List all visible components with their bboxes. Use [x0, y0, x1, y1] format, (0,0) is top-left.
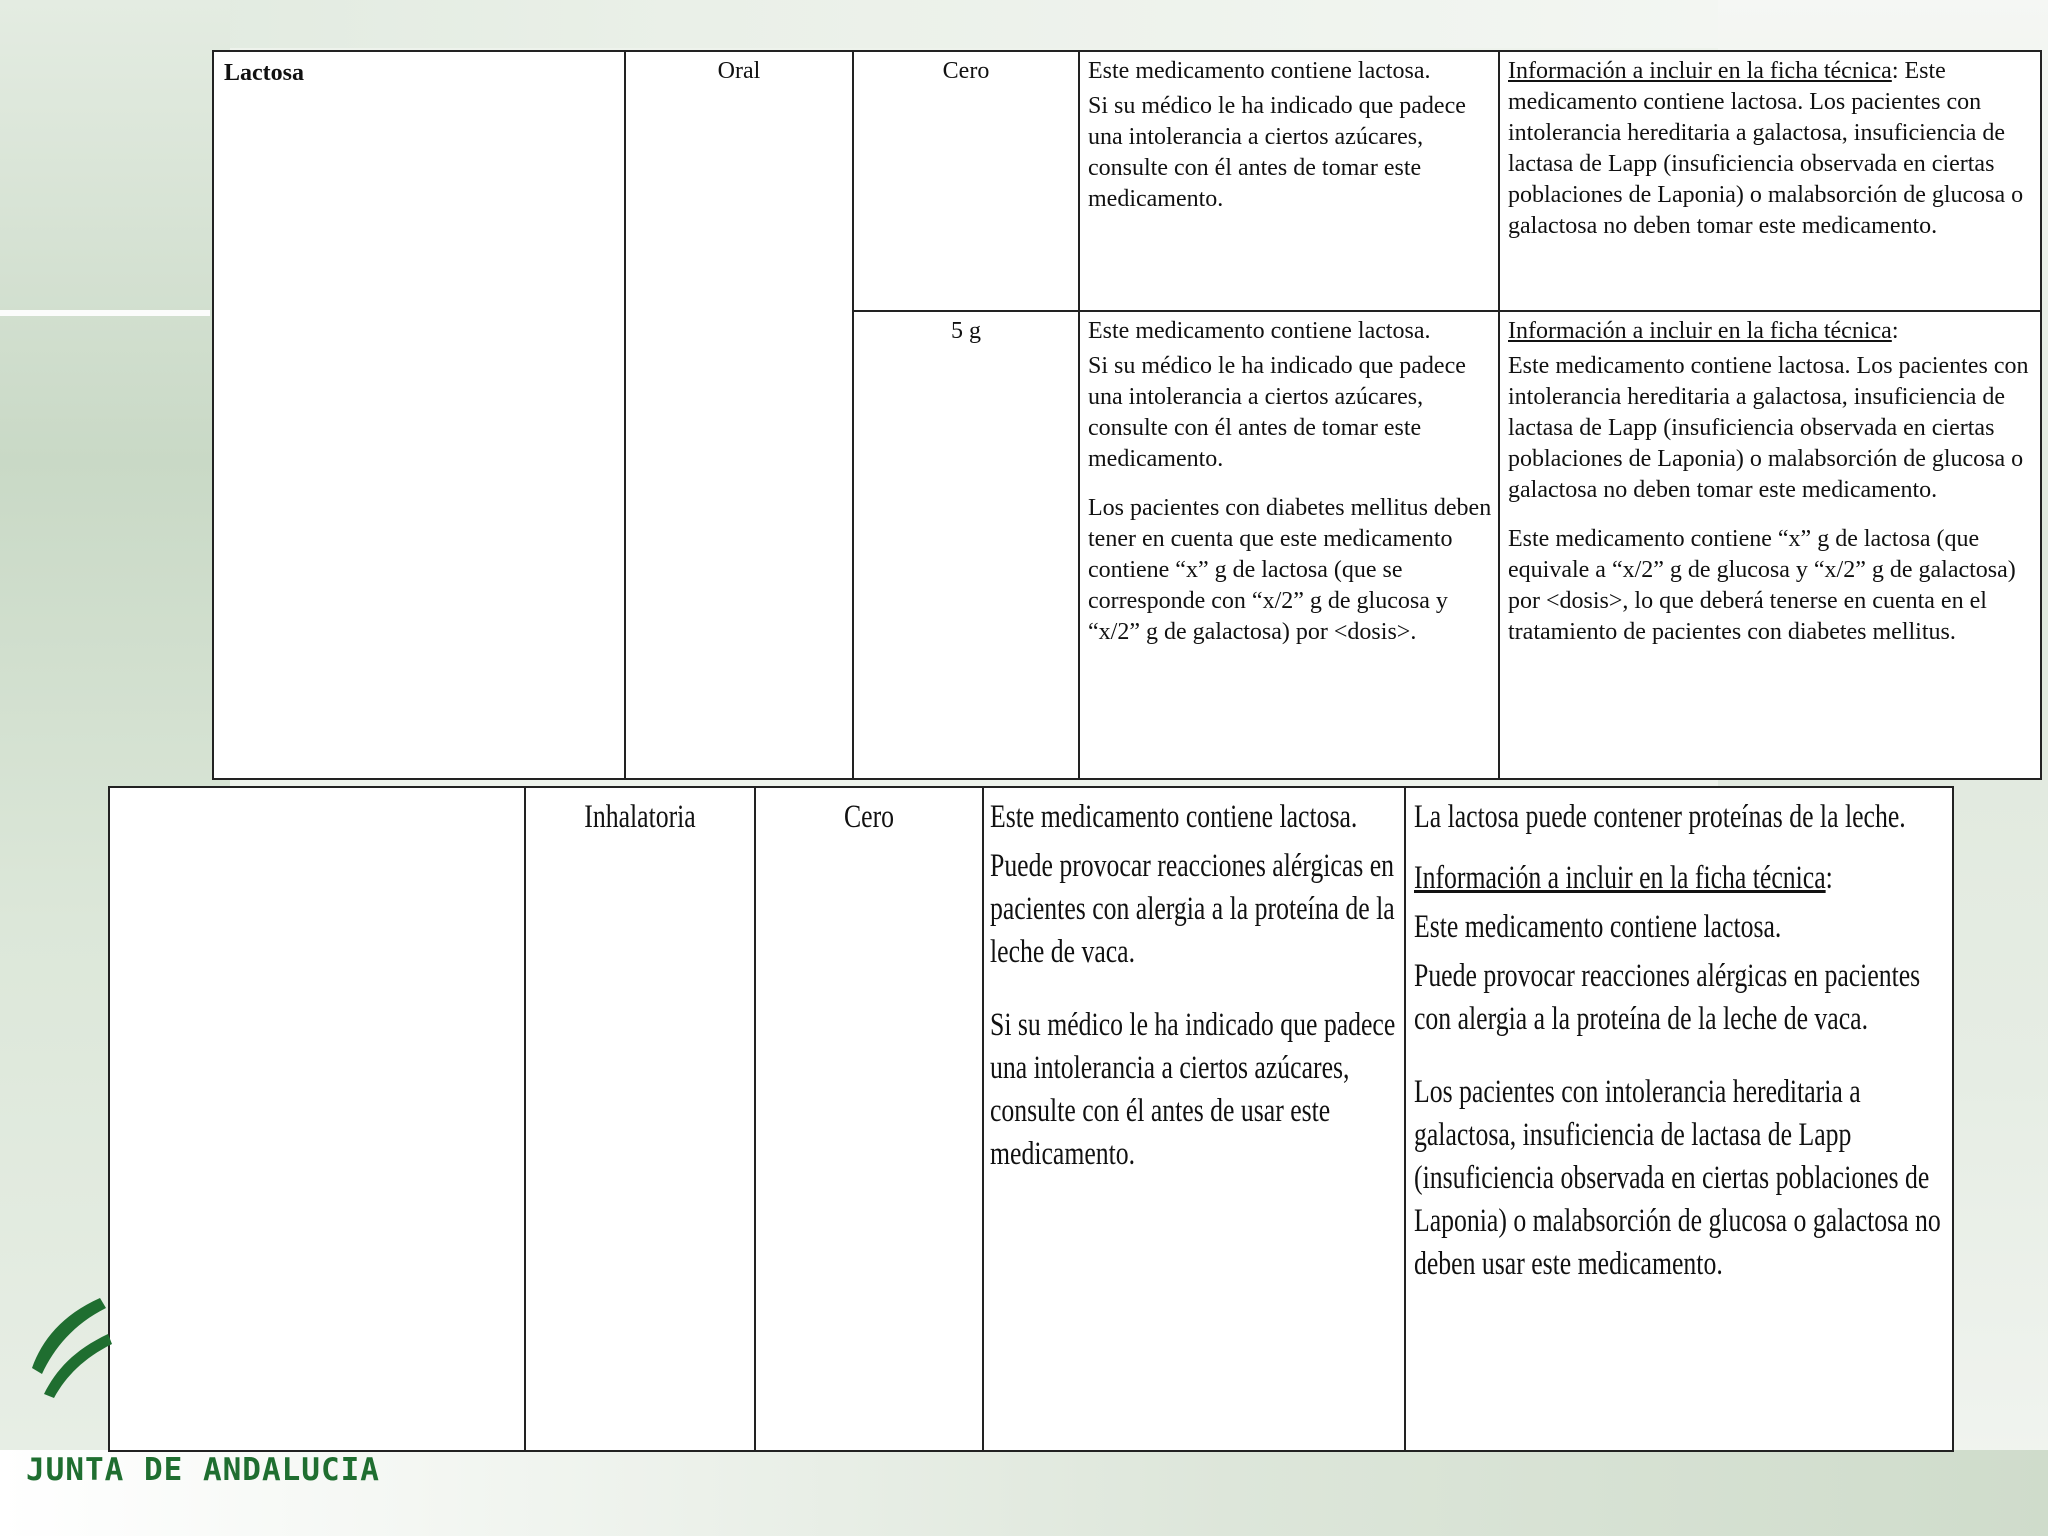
- threshold-cell-cero: Cero: [942, 58, 990, 84]
- ficha-label: Información a incluir en la ficha técnica: [1508, 58, 1892, 84]
- column-divider: [1498, 52, 1500, 778]
- column-divider: [754, 788, 756, 1450]
- prospecto-paragraph: Si su médico le ha indicado que padece una intolerancia a ciertos azúcares, consulte con él antes de tomar este medicamento.: [1088, 93, 1466, 212]
- prospecto-paragraph: Los pacientes con diabetes mellitus deben tener en cuenta que este medicamento contiene “x” g de lactosa (que se corresponde con “x/2” g de glucosa y “x/2” g de galactosa) por <dosis>.: [1088, 495, 1492, 645]
- upper-table: [212, 50, 2042, 780]
- route-cell: Oral: [717, 58, 761, 84]
- ficha-cell: [1414, 796, 1950, 1286]
- prospecto-paragraph: Si su médico le ha indicado que padece una intolerancia a ciertos azúcares, consulte con él antes de tomar este medicamento.: [1088, 353, 1466, 472]
- column-divider: [524, 788, 526, 1450]
- logo-text: JUNTA DE ANDALUCIA: [26, 1452, 380, 1488]
- prospecto-cell-5g: [1088, 316, 1492, 648]
- column-divider: [624, 52, 626, 778]
- prospecto-paragraph: Si su médico le ha indicado que padece una intolerancia a ciertos azúcares, consulte con él antes de usar este medicamento.: [990, 1007, 1396, 1172]
- threshold-cell: [756, 796, 982, 839]
- prospecto-cell-cero: [1088, 56, 1492, 215]
- andalucia-flag-stripes-icon: [22, 1290, 112, 1400]
- column-divider: [1404, 788, 1406, 1450]
- ficha-label: Información a incluir en la ficha técnica: [1414, 860, 1826, 896]
- ficha-colon: :: [1891, 318, 1899, 344]
- threshold-cell-5g: 5 g: [951, 318, 981, 344]
- prospecto-paragraph: Este medicamento contiene lactosa.: [1088, 318, 1431, 344]
- substance-cell: Lactosa: [224, 60, 304, 86]
- lower-table: [108, 786, 1954, 1452]
- ficha-cell-cero: [1508, 56, 2038, 242]
- prospecto-paragraph: Este medicamento contiene lactosa.: [990, 799, 1358, 835]
- route-cell: [526, 796, 754, 839]
- prospecto-paragraph: Puede provocar reacciones alérgicas en pacientes con alergia a la proteína de la leche de vaca.: [990, 848, 1395, 970]
- background-top: [0, 0, 1720, 48]
- prospecto-cell: [990, 796, 1400, 1176]
- ficha-paragraph: Este medicamento contiene “x” g de lactosa (que equivale a “x/2” g de glucosa y “x/2” g de galactosa) por <dosis>, lo que deberá tenerse en cuenta en el tratamiento de pacientes con diabetes mellitus.: [1508, 526, 2016, 645]
- ficha-text: : Este medicamento contiene lactosa. Los pacientes con intolerancia hereditaria a galactosa, insuficiencia de lactasa de Lapp (insuficiencia observada en ciertas poblaciones de Laponia) o malabsorción de glucosa o galactosa no deben tomar este medicamento.: [1508, 58, 2024, 239]
- background-stripe: [0, 310, 210, 316]
- ficha-cell-5g: [1508, 316, 2038, 648]
- ficha-paragraph: Puede provocar reacciones alérgicas en pacientes con alergia a la proteína de la leche de vaca.: [1414, 958, 1921, 1037]
- ficha-colon: :: [1825, 860, 1833, 896]
- ficha-paragraph: Este medicamento contiene lactosa. Los pacientes con intolerancia hereditaria a galactosa, insuficiencia de lactasa de Lapp (insuficiencia observada en ciertas poblaciones de Laponia) o malabsorción de glucosa o galactosa no deben tomar este medicamento.: [1508, 353, 2029, 503]
- ficha-intro: La lactosa puede contener proteínas de la leche.: [1414, 799, 1906, 835]
- column-divider: [1078, 52, 1080, 778]
- column-divider: [852, 52, 854, 778]
- row-divider: [852, 310, 2042, 312]
- column-divider: [982, 788, 984, 1450]
- prospecto-paragraph: Este medicamento contiene lactosa.: [1088, 58, 1431, 84]
- ficha-paragraph: Este medicamento contiene lactosa.: [1414, 909, 1782, 945]
- threshold-text: Cero: [843, 799, 895, 835]
- route-text: Inhalatoria: [584, 799, 696, 835]
- ficha-label: Información a incluir en la ficha técnica: [1508, 318, 1892, 344]
- ficha-paragraph: Los pacientes con intolerancia hereditaria a galactosa, insuficiencia de lactasa de Lapp (insuficiencia observada en ciertas poblaciones de Laponia) o malabsorción de glucosa o galactosa no deben usar este medicamento.: [1414, 1074, 1941, 1282]
